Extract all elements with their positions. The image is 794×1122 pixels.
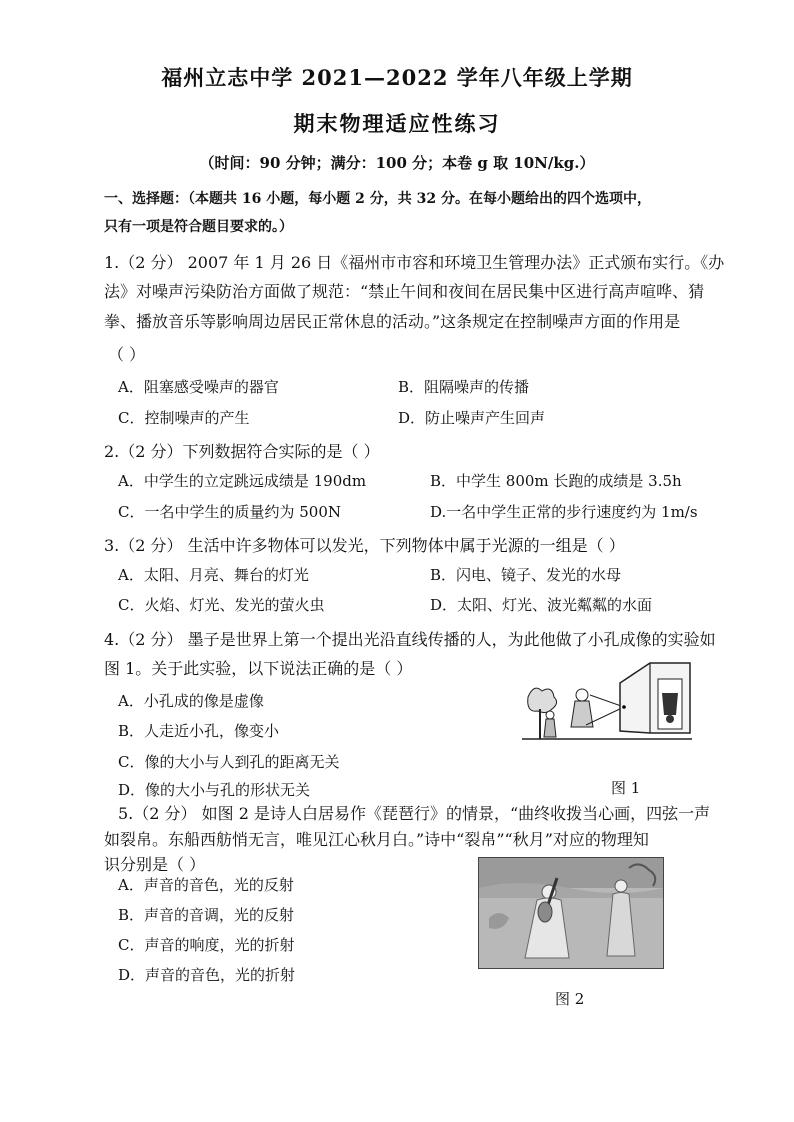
question-5-option-b: B．声音的音调，光的反射 (118, 906, 295, 924)
exam-info: （时间：90 分钟；满分：100 分；本卷 g 取 10N/kg.） (199, 154, 595, 172)
question-3-text: 3.（2 分） 生活中许多物体可以发光，下列物体中属于光源的一组是（ ） (104, 536, 625, 555)
question-5-option-c: C．声音的响度，光的折射 (118, 936, 295, 954)
exam-subtitle: 期末物理适应性练习 (293, 111, 501, 136)
question-5-option-a: A．声音的音色，光的反射 (118, 876, 294, 894)
question-1-text: 1.（2 分） 2007 年 1 月 26 日《福州市市容和环境卫生管理办法》正式颁布实行。《办 (104, 253, 725, 272)
exam-title: 福州立志中学 2021—2022 学年八年级上学期 (161, 65, 633, 90)
question-2-option-b: B．中学生 800m 长跑的成绩是 3.5h (430, 472, 682, 490)
question-5-text: 识分别是（ ） (104, 855, 206, 874)
question-3-option-b: B．闪电、镜子、发光的水母 (430, 566, 622, 584)
question-1-option-c: C．控制噪声的产生 (118, 409, 250, 427)
question-1-option-b: B．阻隔噪声的传播 (398, 378, 530, 396)
question-5-text: 如裂帛。东船西舫悄无言，唯见江心秋月白。”诗中“裂帛”“秋月”对应的物理知 (104, 830, 649, 849)
question-1-option-d: D．防止噪声产生回声 (398, 409, 546, 427)
question-1-text: 拳、播放音乐等影响周边居民正常休息的活动。”这条规定在控制噪声方面的作用是 (104, 312, 681, 331)
question-2-option-d: D.一名中学生正常的步行速度约为 1m/s (430, 503, 698, 521)
question-2-option-a: A．中学生的立定跳远成绩是 190dm (118, 472, 367, 490)
question-5-option-d: D．声音的音色，光的折射 (118, 966, 296, 984)
question-3-option-d: D．太阳、灯光、波光粼粼的水面 (430, 596, 653, 614)
question-5-text: 5.（2 分） 如图 2 是诗人白居易作《琵琶行》的情景，“曲终收拨当心画，四弦一声 (118, 804, 711, 823)
question-4-option-b: B．人走近小孔，像变小 (118, 722, 280, 740)
question-4-option-c: C．像的大小与人到孔的距离无关 (118, 753, 340, 771)
question-1-text: 法》对噪声污染防治方面做了规范：“禁止午间和夜间在居民集中区进行高声喧哗、猜 (104, 282, 705, 301)
question-4-option-a: A．小孔成的像是虚像 (118, 692, 264, 710)
figure-1-caption: 图 1 (611, 779, 641, 797)
question-4-text: 图 1。关于此实验，以下说法正确的是（ ） (104, 659, 413, 678)
question-4-text: 4.（2 分） 墨子是世界上第一个提出光沿直线传播的人，为此他做了小孔成像的实验如 (104, 630, 716, 649)
question-3-option-a: A．太阳、月亮、舞台的灯光 (118, 566, 309, 584)
section-heading: 一、选择题：（本题共 16 小题，每小题 2 分，共 32 分。在每小题给出的四个选项中， (104, 191, 651, 207)
section-heading-cont: 只有一项是符合题目要求的。） (104, 219, 293, 235)
figure-1-pinhole-illustration (520, 659, 694, 743)
question-2-text: 2.（2 分）下列数据符合实际的是（ ） (104, 442, 380, 461)
question-4-option-d: D．像的大小与孔的形状无关 (118, 781, 311, 799)
figure-2-caption: 图 2 (555, 990, 585, 1008)
figure-2-pipa-painting (478, 857, 664, 969)
question-1-option-a: A．阻塞感受噪声的器官 (118, 378, 279, 396)
question-2-option-c: C．一名中学生的质量约为 500N (118, 503, 342, 521)
question-1-answer-blank: （ ） (108, 345, 146, 364)
question-3-option-c: C．火焰、灯光、发光的萤火虫 (118, 596, 325, 614)
